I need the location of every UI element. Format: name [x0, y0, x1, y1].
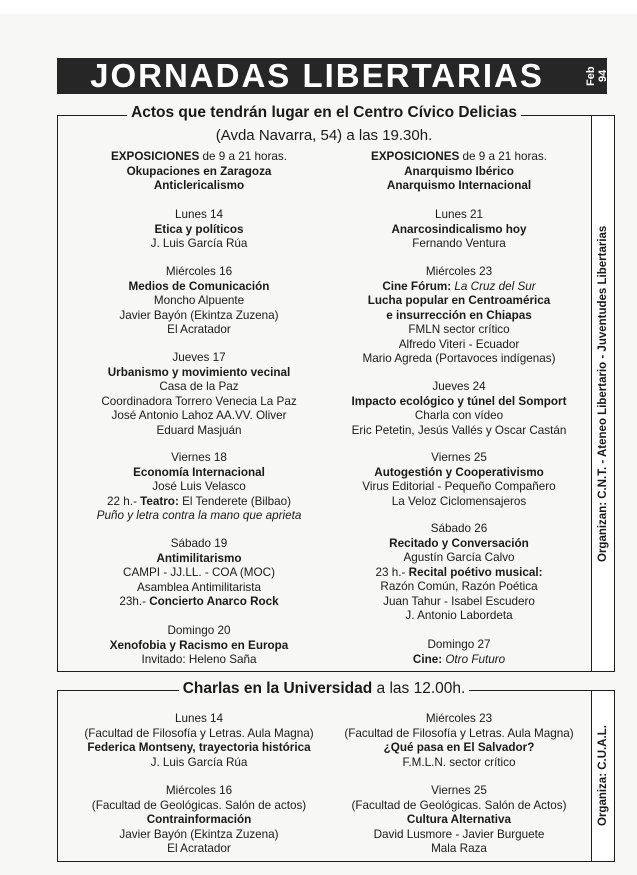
centro-civico-left-column — [70, 150, 328, 670]
event-speaker: Razón Común, Razón Poética — [380, 580, 538, 593]
event-title: Urbanismo y movimiento vecinal — [107, 365, 291, 379]
event-block — [70, 208, 328, 252]
event-block — [328, 208, 590, 252]
event-day: Jueves 24 — [432, 380, 486, 393]
centro-civico-heading-text: Actos que tendrán lugar en el Centro Cívico Delicias — [127, 104, 521, 122]
event-title: Impacto ecológico y túnel del Somport — [351, 394, 567, 408]
event-day: Lunes 14 — [174, 208, 224, 221]
event-title: ¿Qué pasa en El Salvador? — [383, 741, 535, 754]
recital-line: 23 h.- Recital poétivo musical: — [375, 565, 543, 579]
universidad-left-column — [70, 712, 328, 860]
event-block — [328, 150, 590, 194]
title-banner — [57, 58, 607, 94]
event-speaker: Mario Agreda (Portavoces indígenas) — [362, 352, 556, 365]
event-speaker: Alfredo Viteri - Ecuador — [398, 337, 520, 351]
centro-civico-address: (Avda Navarra, 54) a las 19.30h. — [215, 127, 433, 144]
event-speaker: Javier Bayón (Ekintza Zuzena) — [119, 308, 279, 322]
event-day: Viernes 25 — [431, 784, 487, 797]
event-speaker: Fernando Ventura — [412, 237, 506, 250]
event-day: Jueves 17 — [172, 351, 226, 364]
event-day: Domingo 27 — [427, 638, 491, 651]
event-title: Anarquismo Internacional — [386, 179, 532, 192]
event-day: Sábado 26 — [430, 522, 488, 535]
event-place: (Facultad de Geológicas. Salón de actos) — [91, 798, 307, 812]
event-day: Viernes 18 — [171, 451, 227, 464]
centro-civico-right-column — [328, 150, 590, 670]
event-speaker: La Veloz Ciclomensajeros — [391, 494, 527, 508]
event-block — [328, 712, 590, 770]
event-block — [70, 537, 328, 610]
organizers-bar — [591, 115, 615, 672]
event-title: Lucha popular en Centroamérica — [367, 294, 551, 307]
event-block — [328, 784, 590, 857]
universidad-heading-text: Charlas en la Universidad a las 12.00h. — [179, 680, 470, 698]
event-speaker: Virus Editorial - Pequeño Compañero — [362, 480, 556, 493]
event-speaker: J. Luis García Rúa — [150, 237, 248, 250]
issue-date: Feb 94 — [585, 66, 609, 86]
event-speaker: J. Antonio Labordeta — [405, 609, 513, 622]
event-title: Contrainformación — [146, 813, 252, 826]
cine-line: Cine: Otro Futuro — [412, 652, 506, 666]
event-speaker: Invitado: Heleno Saña — [141, 653, 257, 666]
concierto-line: 23h.- Concierto Anarco Rock — [119, 595, 279, 608]
event-title: Recitado y Conversación — [389, 536, 529, 550]
organizers-text: Organizan: C.N.T. - Ateneo Libertario - Juventudes Libertarias — [597, 225, 609, 562]
event-block — [70, 351, 328, 438]
event-day: Miércoles 16 — [165, 784, 233, 797]
event-speaker: J. Luis García Rúa — [150, 755, 248, 769]
event-speaker: José Antonio Lahoz AA.VV. Oliver — [111, 409, 287, 422]
event-speaker: Charla con vídeo — [414, 409, 504, 422]
event-speaker: Javier Bayón (Ekintza Zuzena) — [119, 827, 279, 841]
cine-forum-line: Cine Fórum: La Cruz del Sur — [382, 279, 536, 293]
event-title: Economía Internacional — [133, 465, 265, 479]
event-day: Domingo 20 — [167, 624, 231, 637]
event-title: Antimilitarismo — [156, 551, 242, 565]
event-title: Autogestión y Cooperativismo — [374, 465, 544, 479]
play-title: Puño y letra contra la mano que aprieta — [96, 509, 302, 522]
teatro-line: 22 h.- Teatro: El Tenderete (Bilbao) — [106, 494, 292, 508]
page-title: JORNADAS LIBERTARIAS — [90, 57, 544, 94]
organizers-text: Organiza: C.U.A.L. — [597, 725, 609, 827]
universidad-right-column — [328, 712, 590, 860]
event-speaker: FMLN sector crítico — [408, 323, 510, 336]
event-title: Anarquismo Ibérico — [404, 164, 514, 178]
event-title: Medios de Comunicación — [128, 279, 270, 293]
event-speaker: Juan Tahur - Isabel Escudero — [383, 594, 535, 608]
event-place: (Facultad de Filosofía y Letras. Aula Magna) — [344, 726, 574, 740]
event-speaker: El Acratador — [167, 323, 231, 336]
event-block — [70, 451, 328, 524]
universidad-heading — [57, 680, 591, 698]
event-speaker: Casa de la Paz — [159, 380, 239, 393]
event-title: Xenofobia y Racismo en Europa — [109, 638, 289, 652]
event-block — [328, 265, 590, 367]
event-speaker: F.M.L.N. sector crítico — [402, 755, 516, 769]
event-title: Federica Montseny, trayectoria histórica — [87, 741, 311, 754]
event-title: Okupaciones en Zaragoza — [126, 164, 272, 178]
event-block — [328, 451, 590, 509]
event-speaker: Mala Raza — [431, 842, 487, 855]
event-block — [70, 624, 328, 668]
event-speaker: Coordinadora Torrero Venecia La Paz — [101, 394, 297, 408]
event-day: Sábado 19 — [170, 537, 228, 550]
event-place: (Facultad de Geológicas. Salón de Actos) — [351, 798, 567, 812]
page-top-edge — [0, 0, 637, 14]
event-speaker: Eric Petetin, Jesús Vallés y Oscar Castán — [351, 423, 567, 437]
centro-civico-heading — [57, 104, 591, 122]
event-block — [70, 784, 328, 857]
event-day: Viernes 25 — [431, 451, 487, 464]
event-block — [70, 712, 328, 770]
event-day: Miércoles 23 — [425, 712, 493, 725]
event-title: Anarcosindicalismo hoy — [391, 222, 527, 236]
organizers-bar — [591, 690, 615, 862]
event-day: Miércoles 16 — [165, 265, 233, 278]
event-speaker: Agustín García Calvo — [403, 551, 515, 564]
event-speaker: CAMPI - JJ.LL. - COA (MOC) — [123, 566, 275, 579]
event-block — [328, 638, 590, 667]
event-title: Etica y políticos — [154, 222, 244, 236]
exposiciones-line: EXPOSICIONES de 9 a 21 horas. — [370, 150, 548, 163]
exposiciones-line: EXPOSICIONES de 9 a 21 horas. — [110, 150, 288, 163]
event-speaker: José Luis Velasco — [152, 480, 246, 493]
event-title: Anticlericalismo — [153, 179, 245, 192]
event-place: (Facultad de Filosofía y Letras. Aula Magna) — [84, 726, 314, 740]
event-day: Lunes 21 — [434, 208, 484, 221]
event-speaker: Eduard Masjuán — [156, 423, 242, 437]
event-title: Cultura Alternativa — [406, 813, 512, 826]
event-day: Miércoles 23 — [425, 265, 493, 278]
event-speaker: David Lusmore - Javier Burguete — [373, 827, 545, 841]
event-speaker: El Acratador — [167, 842, 231, 855]
event-block — [70, 265, 328, 338]
event-speaker: Moncho Alpuente — [153, 294, 245, 307]
event-block — [328, 522, 590, 624]
event-day: Lunes 14 — [174, 712, 224, 725]
event-block — [70, 150, 328, 194]
event-speaker: Asamblea Antimilitarista — [136, 580, 262, 594]
event-title: e insurrección en Chiapas — [386, 308, 532, 322]
event-block — [328, 380, 590, 438]
